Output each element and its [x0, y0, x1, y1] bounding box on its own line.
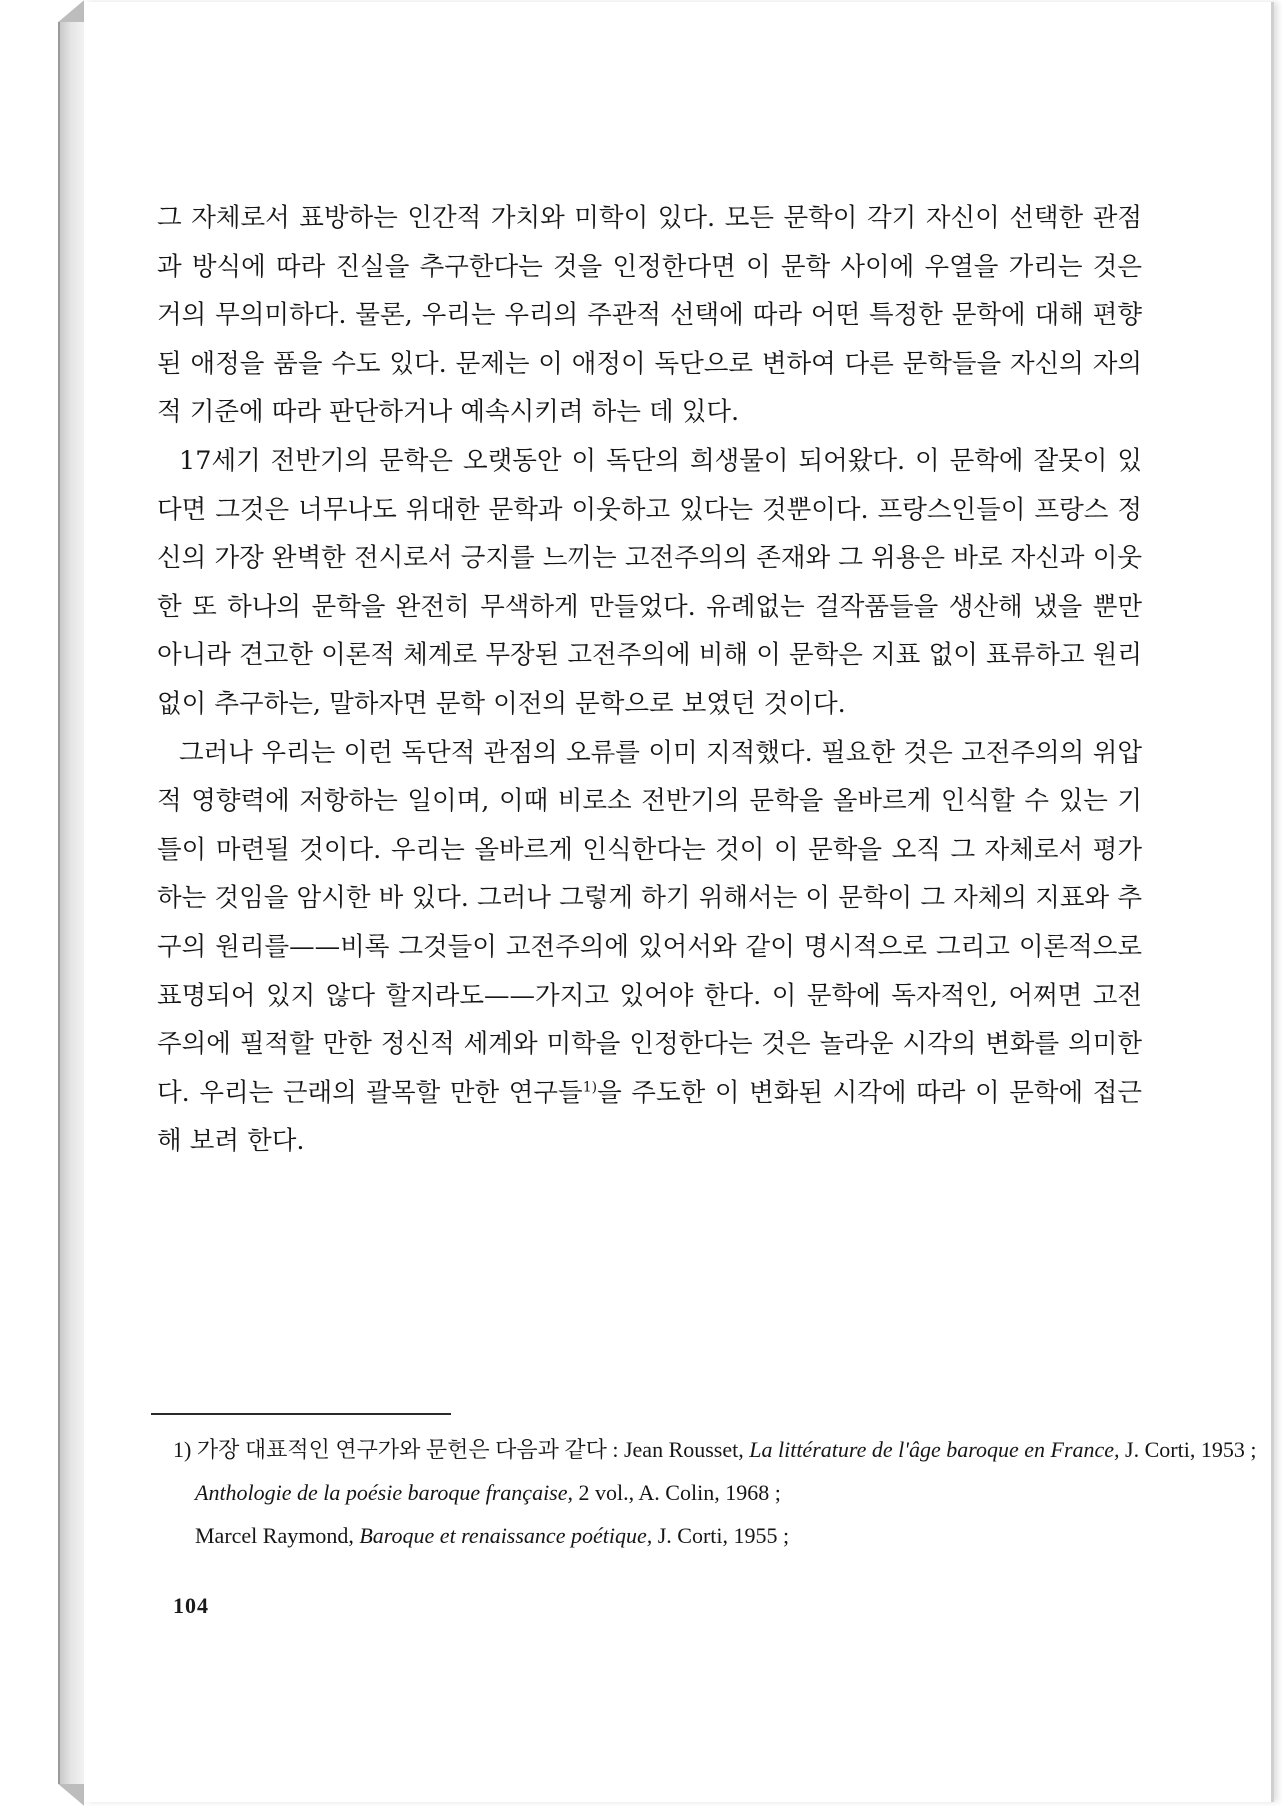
- page-number: 104: [173, 1593, 209, 1618]
- footnote-title-1: La littérature de l'âge baroque en France,: [749, 1437, 1120, 1462]
- body-text: [157, 194, 1142, 1166]
- paragraph-1: [157, 194, 1142, 437]
- footnote-title-3: Baroque et renaissance poétique,: [359, 1523, 653, 1548]
- footnote: [173, 1428, 1257, 1557]
- footnote-author-1: Jean Rousset,: [623, 1437, 750, 1462]
- footnote-publisher-2: 2 vol., A. Colin, 1968 ;: [573, 1480, 781, 1505]
- footnote-line-2: [173, 1471, 1143, 1514]
- footnote-intro: 가장 대표적인 연구가와 문헌은 다음과 같다 :: [196, 1437, 624, 1462]
- paragraph-2: [157, 437, 1142, 729]
- spine-bottom-corner: [58, 1784, 84, 1806]
- paragraph-3-text-before-note: 그러나 우리는 이런 독단적 관점의 오류를 이미 지적했다. 필요한 것은 고전주의의 위압적 영향력에 저항하는 일이며, 이때 비로소 전반기의 문학을 올바르게 인식할 수 있는 기틀이 마련될 것이다. 우리는 올바르게 인식한다는 것이 이 문학을 오직 그 자체로서 평가하는 것임을 암시한 바 있다. 그러나 그렇게 하기 위해서는 이 문학이 그 자체의 지표와 추구의 원리를——비록 그것들이 고전주의에 있어서와 같이 명시적으로 그리고 이론적으로 표명되어 있지 않다 할지라도——가지고 있어야 한다. 이 문학에 독자적인, 어쩌면 고전주의에 필적할 만한 정신적 세계와 미학을 인정한다는 것은 놀라운 시각의 변화를 의미한다. 우리는 근래의 괄목할 만한 연구들: [157, 737, 1142, 1108]
- footnote-marker: 1): [173, 1437, 192, 1462]
- footnote-line-1: [173, 1428, 1257, 1471]
- footnote-reference[interactable]: 1): [582, 1079, 598, 1096]
- footnote-publisher-3: J. Corti, 1955 ;: [652, 1523, 790, 1548]
- book-spine-edge: [58, 4, 84, 1802]
- paragraph-1-text: 그 자체로서 표방하는 인간적 가치와 미학이 있다. 모든 문학이 각기 자신이 선택한 관점과 방식에 따라 진실을 추구한다는 것을 인정한다면 이 문학 사이에 우열을 가리는 것은 거의 무의미하다. 물론, 우리는 우리의 주관적 선택에 따라 어떤 특정한 문학에 대해 편향된 애정을 품을 수도 있다. 문제는 이 애정이 독단으로 변하여 다른 문학들을 자신의 자의적 기준에 따라 판단하거나 예속시키려 하는 데 있다.: [157, 203, 1142, 428]
- footnote-title-2: Anthologie de la poésie baroque française,: [195, 1480, 574, 1505]
- paragraph-2-text: 17세기 전반기의 문학은 오랫동안 이 독단의 희생물이 되어왔다. 이 문학에 잘못이 있다면 그것은 너무나도 위대한 문학과 이웃하고 있다는 것뿐이다. 프랑스인들이 프랑스 정신의 가장 완벽한 전시로서 긍지를 느끼는 고전주의의 존재와 그 위용은 바로 자신과 이웃한 또 하나의 문학을 완전히 무색하게 만들었다. 유례없는 걸작품들을 생산해 냈을 뿐만 아니라 견고한 이론적 체계로 무장된 고전주의에 비해 이 문학은 지표 없이 표류하고 원리 없이 추구하는, 말하자면 문학 이전의 문학으로 보였던 것이다.: [157, 445, 1142, 719]
- footnote-line-3: [173, 1514, 1143, 1557]
- footnote-author-2: Marcel Raymond,: [195, 1523, 360, 1548]
- spine-top-corner: [58, 0, 84, 22]
- footnote-publisher-1: J. Corti, 1953 ;: [1119, 1437, 1257, 1462]
- paragraph-3: [157, 729, 1142, 1166]
- footnote-separator: [151, 1413, 451, 1415]
- paragraph-3-text-after-note: 을 주도한 이 변화된 시각에 따라 이 문학에 접근해 보려 한다.: [157, 1077, 1143, 1157]
